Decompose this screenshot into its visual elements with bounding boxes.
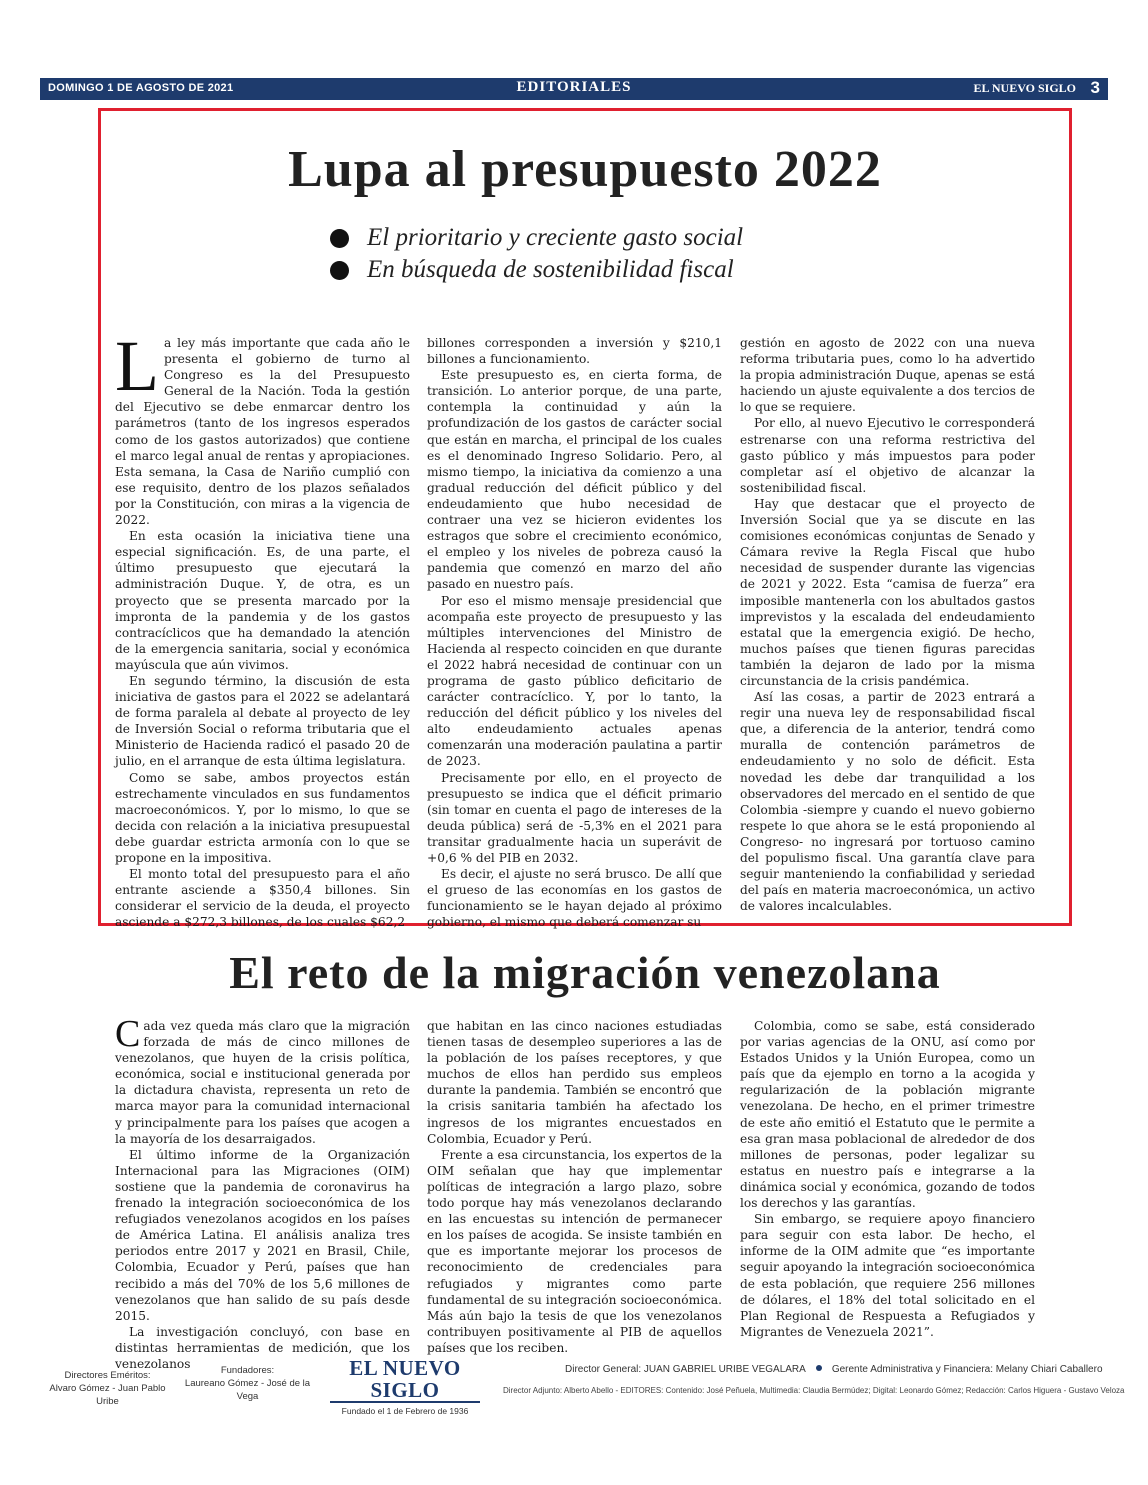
editorial-1-title: Lupa al presupuesto 2022 (288, 141, 882, 198)
editorial-1-column-3 (740, 335, 1035, 914)
paragraph: La investigación concluyó, con base en distintas herramientas de medición, que los venezolanos (115, 1324, 410, 1371)
paragraph: El último informe de la Organización Internacional para las Migraciones (OIM) sostiene que la pandemia de coronavirus ha frenado la integración socioeconómica de los refugiados venezolanos acogidos en los países de América Latina. El análisis analiza tres periodos entre 2017 y 2021 en Brasil, Chile, Colombia, Ecuador y Perú, países que han recibido a más del 70% de los 5,6 millones de venezolanos que han salido de su país desde 2015. (115, 1147, 410, 1323)
paragraph: Hay que destacar que el proyecto de Inversión Social que ya se discute en las comisiones económicas conjuntas de Senado y Cámara revive la Regla Fiscal que hubo necesidad de suspender durante las vigencias de 2021 y 2022. Esta “camisa de fuerza” era imposible mantenerla con los abultados gastos imprevistos y la escalada del endeudamiento estatal que la emergencia exigió. De hecho, muchos países que tienen figuras parecidas también la dejaron de lado por la misma circunstancia de la crisis pandémica. (740, 496, 1035, 688)
founders (180, 1364, 315, 1403)
paragraph: Sin embargo, se requiere apoyo financiero para seguir con esta labor. De hecho, el informe de la OIM admite que “es importante seguir apoyando la integración socioeconómica de esta población, que requiere 256 millones de dólares, el 18% del total solicitado en el Plan Regional de Respuesta a Refugiados y Migrantes de Venezuela 2021”. (740, 1212, 1035, 1339)
editorial-1-column-2 (427, 335, 722, 930)
page-header-bar (40, 78, 1108, 100)
emeritus-label: Directores Eméritos: (64, 1370, 151, 1381)
paragraph: En segundo término, la discusión de esta iniciativa de gastos para el 2022 se adelantará de forma paralela al debate al proyecto de ley de Inversión Social o reforma tributaria que el Ministerio de Hacienda radicó el pasado 20 de julio, en el arranque de esta última legislatura. (115, 673, 410, 769)
founded-date: Fundado el 1 de Febrero de 1936 (341, 1406, 469, 1416)
paragraph: que habitan en las cinco naciones estudiadas tienen tasas de desempleo superiores a las de la población de los países receptores, y que muchos de ellos han perdido sus empleos durante la pandemia. También se encontró que la crisis sanitaria también ha afectado los ingresos de los migrantes encuestados en Colombia, Ecuador y Perú. (427, 1019, 722, 1146)
editorial-2-title: El reto de la migración venezolana (229, 947, 941, 998)
editorial-1-decks (330, 222, 743, 286)
emeritus-names: Alvaro Gómez - Juan Pablo Uribe (49, 1383, 166, 1407)
drop-cap: C (115, 1013, 141, 1055)
paragraph: El monto total del presupuesto para el año entrante asciende a $350,4 billones. Sin considerar el servicio de la deuda, el proyecto asciende a $272,3 billones, de los cuales $62,2 (115, 867, 410, 930)
page-number: 3 (1090, 78, 1100, 97)
bullet-icon (330, 229, 349, 248)
paragraph: Así las cosas, a partir de 2023 entrará a regir una nueva ley de responsabilidad fiscal que, a diferencia de la anterior, tendrá como muralla de contención parámetros de endeudamiento y no solo de déficit. Esta novedad les debe dar tranquilidad a los observadores del mercado en el sentido de que Colombia -siempre y cuando el nuevo gobierno respete lo que ahora se le está proponiendo al Congreso- no ingresará por tortuoso camino del populismo fiscal. Una garantía clave para seguir manteniendo la confiabilidad y seriedad del país en materia macroeconómica, un activo de valores incalculables. (740, 690, 1035, 914)
director-general: Director General: JUAN GABRIEL URIBE VEGALARA (565, 1364, 806, 1375)
paragraph: Precisamente por ello, en el proyecto de presupuesto se indica que el déficit primario (sin tomar en cuenta el pago de intereses de la deuda pública) será de -5,3% en el 2021 para transitar gradualmente hacia un superávit de +0,6 % del PIB en 2032. (427, 770, 722, 865)
deck-text: En búsqueda de sostenibilidad fiscal (367, 256, 734, 283)
paragraph: La ley más importante que cada año le presenta el gobierno de turno al Congreso es la del Presupuesto General de la Nación. Toda la gestión del Ejecutivo se debe enmarcar dentro los parámetros (tanto de los ingresos esperados como de los gastos autorizados) que contiene el marco legal anual de rentas y apropiaciones. Esta semana, la Casa de Nariño cumplió con ese requisito, dentro de los plazos señalados por la Constitución, con miras a la vigencia de 2022. (115, 326, 410, 528)
drop-cap: L (115, 326, 159, 406)
footer-logo (330, 1357, 480, 1416)
paragraph: billones corresponden a inversión y $210,1 billones a funcionamiento. (427, 336, 722, 367)
issue-date: DOMINGO 1 DE AGOSTO DE 2021 (48, 82, 234, 94)
paragraph: En esta ocasión la iniciativa tiene una especial significación. Es, de una parte, el último presupuesto que ejecutará la administración Duque. Y, de otra, es un proyecto que se presenta marcado por la impronta de la pandemia y de los gastos contracíclicos que ha demandado la atención de la emergencia sanitaria, social y económica mayúscula que aún vivimos. (115, 529, 410, 672)
deck-item (330, 254, 743, 286)
deck-item (330, 222, 743, 254)
deck-text: El prioritario y creciente gasto social (367, 224, 744, 251)
paragraph: gestión en agosto de 2022 con una nueva reforma tributaria pues, como lo ha advertido la propia administración Duque, apenas se está haciendo un ajuste equivalente a dos tercios de lo que se requiere. (740, 336, 1035, 415)
paragraph: Colombia, como se sabe, está considerado por varias agencias de la ONU, así como por Estados Unidos y la Unión Europea, como un país que da ejemplo en torno a la acogida y regularización de la población migrante venezolana. De hecho, en el primer trimestre de este año emitió el Estatuto que le permite a esa gran masa poblacional de alrededor de dos millones de personas, poder legalizar su estatus en nuestro país e integrarse a la dinámica social y económica, gozando de todos los derechos y las garantías. (740, 1019, 1035, 1211)
paragraph: Por ello, al nuevo Ejecutivo le corresponderá estrenarse con una reforma restrictiva del gasto público y más impuestos para poder completar así el objetivo de alcanzar la sostenibilidad fiscal. (740, 416, 1035, 495)
emeritus-directors (40, 1369, 175, 1408)
editorial-2-column-3 (740, 1018, 1035, 1340)
founders-names: Laureano Gómez - José de la Vega (184, 1378, 311, 1402)
separator-dot-icon (816, 1365, 822, 1371)
paragraph: Este presupuesto es, en cierta forma, de transición. Lo anterior porque, de una parte, contempla la continuidad y aún la profundización de los gastos de carácter social que están en marcha, el principal de los cuales es el denominado Ingreso Solidario. Pero, al mismo tiempo, la iniciativa da comienzo a una gradual reducción del déficit público y del endeudamiento que hubo necesidad de contraer una vez se hicieron evidentes los estragos que sobre el crecimiento económico, el empleo y los niveles de pobreza causó la pandemia que comenzó en marzo del año pasado en nuestro país. (427, 368, 722, 592)
staff-line-1 (565, 1364, 1103, 1375)
bullet-icon (330, 261, 349, 280)
paragraph: Como se sabe, ambos proyectos están estrechamente vinculados en sus fundamentos macroeconómicos. Y, por lo mismo, lo que se decida con relación a la iniciativa presupuestal debe guardar estricta armonía con lo que se propone en la impositiva. (115, 770, 410, 865)
logo-wordmark: EL NUEVO SIGLO (330, 1357, 480, 1403)
section-title: EDITORIALES (516, 79, 632, 95)
paragraph: Cada vez queda más claro que la migración forzada de más de cinco millones de venezolanos, que huyen de la crisis política, económica, social e institucional generada por la dictadura chavista, representa un reto de marca mayor para la comunidad internacional y principalmente para los países que acogen a la mayoría de los desarraigados. (115, 1013, 410, 1146)
editorial-2-column-2 (427, 1018, 722, 1356)
editorial-1-column-1 (115, 326, 410, 930)
paragraph: Es decir, el ajuste no será brusco. De allí que el grueso de las economías en los gastos de funcionamiento se le hayan dejado al próximo gobierno, el mismo que deberá comenzar su (427, 867, 722, 930)
paragraph: Por eso el mismo mensaje presidencial que acompaña este proyecto de presupuesto y las múltiples intervenciones del Ministro de Hacienda al respecto coinciden en que durante el 2022 habrá necesidad de continuar con un programa de gasto público deficitario de carácter contracíclico. Y, por lo tanto, la reducción del déficit público y los niveles del alto endeudamiento actuales apenas comenzarán una moderación paulatina a partir de 2023. (427, 593, 722, 769)
masthead-brand: EL NUEVO SIGLO (973, 81, 1076, 95)
staff-line-2: Director Adjunto: Alberto Abello - EDITORES: Contenido: José Peñuela, Multimedia: Claudia Bermúdez; Digital: Leonardo Gómez; Redacción: Carlos Higuera - Gustavo Veloza (503, 1386, 1125, 1395)
paragraph: Frente a esa circunstancia, los expertos de la OIM señalan que hay que implementar políticas de integración a largo plazo, sobre todo porque hay más venezolanos declarando en las encuestas su intención de permanecer en los países de acogida. Se insiste también en que es importante mejorar los procesos de reconocimiento de credenciales para refugiados y migrantes como parte fundamental de su integración socioeconómica. Más aún bajo la tesis de que los venezolanos contribuyen positivamente al PIB de aquellos países que los reciben. (427, 1147, 722, 1355)
general-manager: Gerente Administrativa y Financiera: Melany Chiari Caballero (831, 1364, 1103, 1375)
founders-label: Fundadores: (220, 1365, 275, 1376)
editorial-2-column-1 (115, 1013, 410, 1372)
